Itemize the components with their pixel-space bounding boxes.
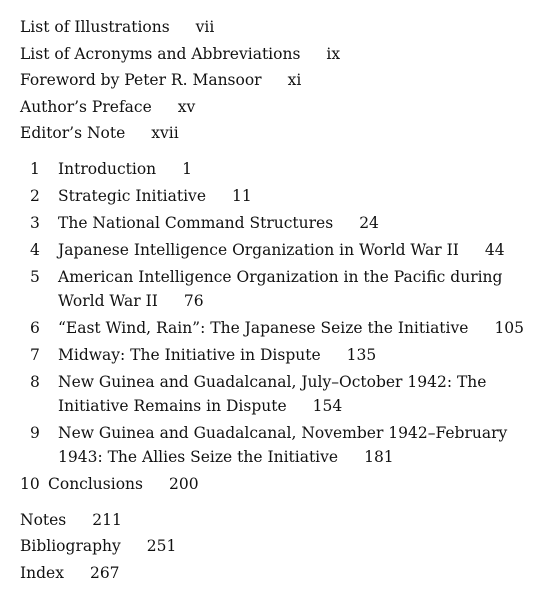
entry-title: Foreword by Peter R. Mansoor: [20, 71, 262, 89]
chapter-number: 9: [30, 423, 40, 442]
toc-entry-bibliography[interactable]: [20, 533, 530, 560]
entry-title: Editor’s Note: [20, 124, 126, 142]
entry-page: xvii: [151, 124, 179, 142]
chapter-title: Strategic Initiative: [58, 186, 206, 205]
toc-entry-foreword[interactable]: [20, 67, 530, 94]
chapter-title: Conclusions: [48, 474, 143, 493]
chapter-title: Midway: The Initiative in Dispute: [58, 345, 321, 364]
toc-chapter-7[interactable]: [20, 342, 530, 369]
toc-chapter-8[interactable]: [20, 369, 530, 420]
chapter-page: 11: [232, 186, 252, 205]
entry-title: Notes: [20, 510, 67, 529]
chapter-title: “East Wind, Rain”: The Japanese Seize the Initiative: [58, 318, 469, 337]
chapter-number: 10: [20, 474, 40, 493]
entry-title: List of Illustrations: [20, 18, 170, 36]
entry-title: Index: [20, 563, 64, 582]
table-of-contents: [20, 14, 530, 586]
entry-page: xv: [177, 97, 196, 116]
chapter-title: Introduction: [58, 159, 157, 178]
toc-chapter-6[interactable]: [20, 315, 530, 342]
entry-page: 267: [89, 563, 120, 582]
chapter-number: 6: [30, 318, 40, 337]
chapter-number: 2: [30, 186, 40, 205]
toc-chapter-3[interactable]: [20, 210, 530, 237]
chapter-page: 76: [183, 291, 204, 310]
chapter-title: Japanese Intelligence Organization in World War II: [58, 240, 459, 259]
toc-chapter-5[interactable]: [20, 264, 530, 315]
front-matter-list: [20, 14, 530, 147]
chapter-title: The National Command Structures: [58, 213, 334, 232]
entry-title: Author’s Preface: [20, 97, 152, 116]
toc-entry-notes[interactable]: [20, 507, 530, 534]
chapter-number: 8: [30, 372, 40, 391]
chapter-number: 1: [30, 159, 40, 178]
toc-chapter-2[interactable]: [20, 183, 530, 210]
toc-entry-acronyms[interactable]: [20, 41, 530, 68]
entry-page: xi: [287, 71, 302, 89]
chapter-title: New Guinea and Guadalcanal, November 1942–February 1943: The Allies Seize the Initiative: [58, 423, 508, 466]
chapter-page: 24: [359, 213, 379, 232]
entry-title: Bibliography: [20, 537, 121, 555]
entry-page: 251: [146, 537, 177, 555]
chapter-page: 200: [168, 474, 199, 493]
chapter-page: 154: [312, 396, 343, 415]
chapter-number: 3: [30, 213, 40, 232]
chapter-title: New Guinea and Guadalcanal, July–October 1942: The Initiative Remains in Dispute: [58, 372, 487, 415]
chapter-page: 135: [346, 345, 377, 364]
back-matter-list: [20, 507, 530, 587]
chapter-page: 1: [182, 159, 193, 178]
toc-entry-preface[interactable]: [20, 94, 530, 121]
toc-entry-index[interactable]: [20, 560, 530, 587]
toc-chapter-9[interactable]: [20, 420, 530, 471]
chapter-number: 5: [30, 267, 40, 286]
chapter-number: 4: [30, 240, 40, 259]
entry-page: vii: [195, 18, 215, 36]
chapter-page: 44: [484, 240, 505, 259]
chapter-list: [20, 156, 530, 498]
chapter-number: 7: [30, 345, 40, 364]
chapter-page: 181: [364, 447, 394, 466]
chapter-title: American Intelligence Organization in the Pacific during World War II: [58, 267, 503, 310]
toc-entry-illustrations[interactable]: [20, 14, 530, 41]
toc-entry-editors-note[interactable]: [20, 120, 530, 147]
toc-chapter-10[interactable]: [20, 471, 530, 498]
entry-title: List of Acronyms and Abbreviations: [20, 44, 301, 63]
toc-chapter-1[interactable]: [20, 156, 530, 183]
entry-page: 211: [92, 510, 122, 529]
entry-page: ix: [326, 44, 341, 63]
toc-chapter-4[interactable]: [20, 237, 530, 264]
chapter-page: 105: [494, 318, 525, 337]
